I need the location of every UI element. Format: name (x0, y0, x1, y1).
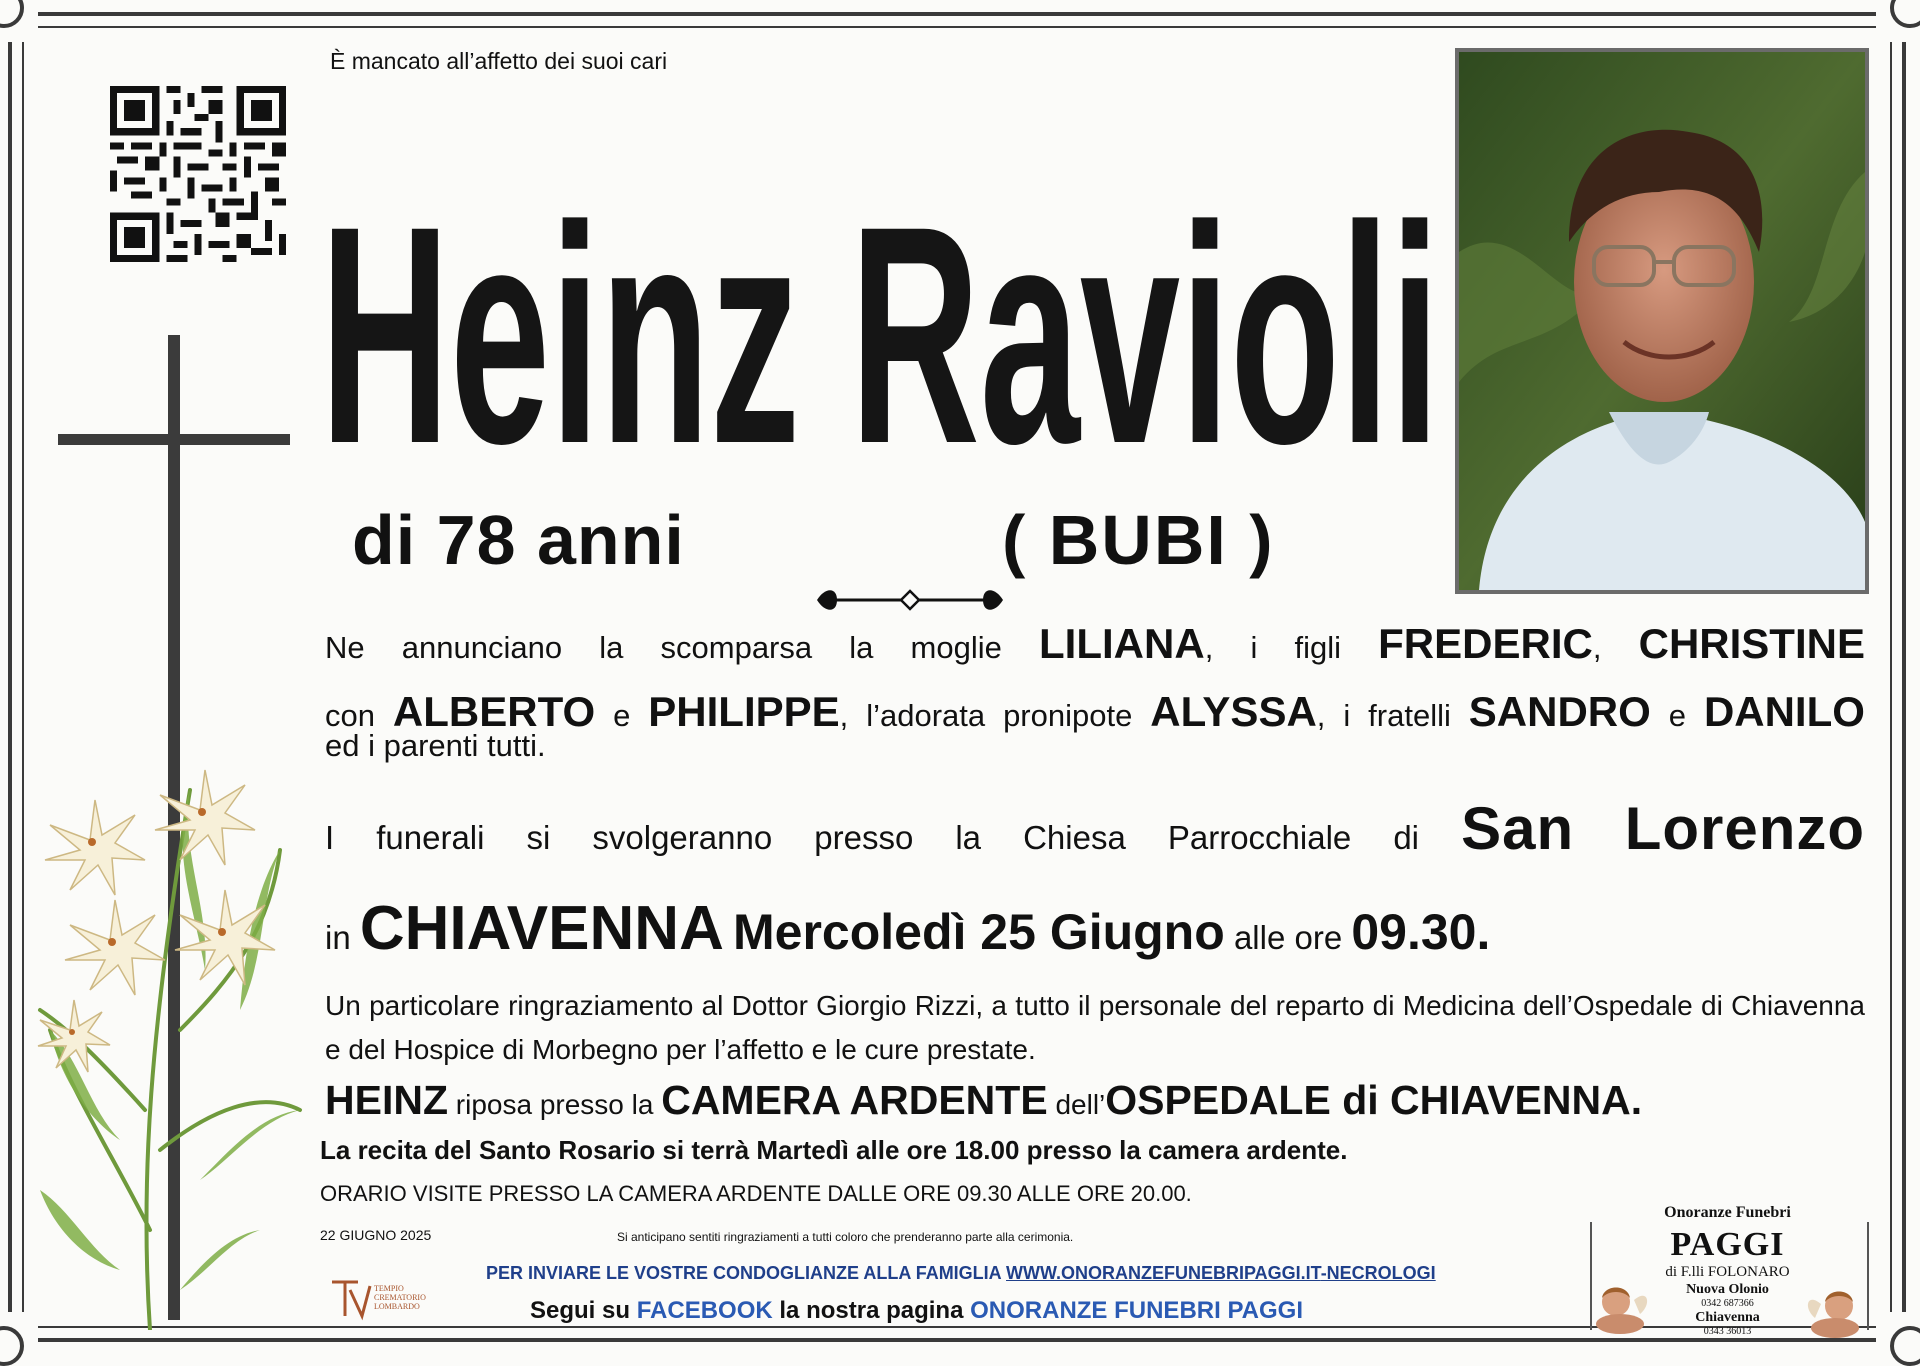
tempio-logo-icon (328, 1276, 374, 1322)
rest-location: HEINZ riposa presso la CAMERA ARDENTE dell’OSPEDALE di CHIAVENNA. (325, 1077, 1643, 1123)
agency-owners: di F.lli FOLONARO (1665, 1264, 1790, 1280)
qr-code-icon[interactable] (110, 86, 286, 262)
agency-phone-1: 0342 687366 (1701, 1298, 1754, 1309)
svg-text:Heinz Ravioli: Heinz Ravioli (320, 161, 1440, 480)
facebook-page-link[interactable]: ONORANZE FUNEBRI PAGGI (970, 1297, 1304, 1324)
deceased-photo (1455, 48, 1869, 594)
agency-city-2: Chiavenna (1695, 1310, 1760, 1325)
corner-ornament (1876, 8, 1910, 42)
agency-logo (1590, 1200, 1865, 1350)
relatives-text: ed i parenti tutti. (325, 728, 546, 763)
cherub-left-icon (1590, 1280, 1652, 1336)
tempio-line-1: TEMPIO (374, 1284, 404, 1293)
social-line: Segui su FACEBOOK la nostra pagina ONORANZE FUNEBRI PAGGI (530, 1297, 1304, 1324)
condolences-line: PER INVIARE LE VOSTRE CONDOGLIANZE ALLA FAMIGLIA WWW.ONORANZEFUNEBRIPAGGI.IT-NECROLOGI (486, 1263, 1436, 1283)
advance-thanks: Si anticipano sentiti ringraziamenti a tutti coloro che prenderanno parte alla cerimonia. (617, 1230, 1074, 1244)
notice-date: 22 GIUGNO 2025 (320, 1227, 432, 1243)
thanks-paragraph: Un particolare ringraziamento al Dottor Giorgio Rizzi, a tutto il personale del reparto di Medicina dell’Ospedale di Chiavenna e del Hospice di Morbegno per l’affetto e le cure prestate. (325, 990, 1865, 1065)
agency-name: PAGGI (1670, 1226, 1785, 1263)
condolences-link[interactable]: WWW.ONORANZEFUNEBRIPAGGI.IT-NECROLOGI (1006, 1263, 1436, 1283)
funeral-line-2: in CHIAVENNA Mercoledì 25 Giugno alle ore 09.30. (325, 894, 1491, 963)
tempio-line-3: LOMBARDO (374, 1302, 420, 1311)
tempio-line-2: CREMATORIO (374, 1293, 426, 1302)
corner-ornament (4, 8, 38, 42)
intro-text: È mancato all’affetto dei suoi cari (330, 48, 668, 74)
agency-phone-2: 0343 36013 (1703, 1326, 1752, 1337)
facebook-link[interactable]: FACEBOOK (636, 1297, 773, 1324)
visits-text: ORARIO VISITE PRESSO LA CAMERA ARDENTE DALLE ORE 09.30 ALLE ORE 20.00. (320, 1181, 1192, 1206)
cross-horizontal (58, 434, 290, 445)
cherub-right-icon (1803, 1284, 1865, 1340)
lily-flowers-image (30, 730, 320, 1330)
rosary-text: La recita del Santo Rosario si terrà Martedì alle ore 18.00 presso la camera ardente. (320, 1135, 1348, 1165)
ornamental-divider (815, 585, 1005, 615)
corner-ornament (1876, 1312, 1910, 1346)
nickname-text: ( BUBI ) (1002, 501, 1275, 579)
agency-city-1: Nuova Olonio (1686, 1282, 1769, 1297)
agency-header: Onoranze Funebri (1664, 1204, 1791, 1221)
age-text: di 78 anni (352, 501, 685, 579)
deceased-name (320, 90, 1440, 480)
funeral-line-1: I funerali si svolgeranno presso la Chiesa Parrocchiale di San Lorenzo (325, 795, 1866, 862)
tempio-crematorio-logo (328, 1276, 468, 1322)
announcement-line-1: Ne annunciano la scomparsa la moglie LILIANA, i figli FREDERIC, CHRISTINE con ALBERTO e PHILIPPE, l’adorata pronipote ALYSSA, i fratelli SANDRO e DANILO (325, 620, 1865, 735)
